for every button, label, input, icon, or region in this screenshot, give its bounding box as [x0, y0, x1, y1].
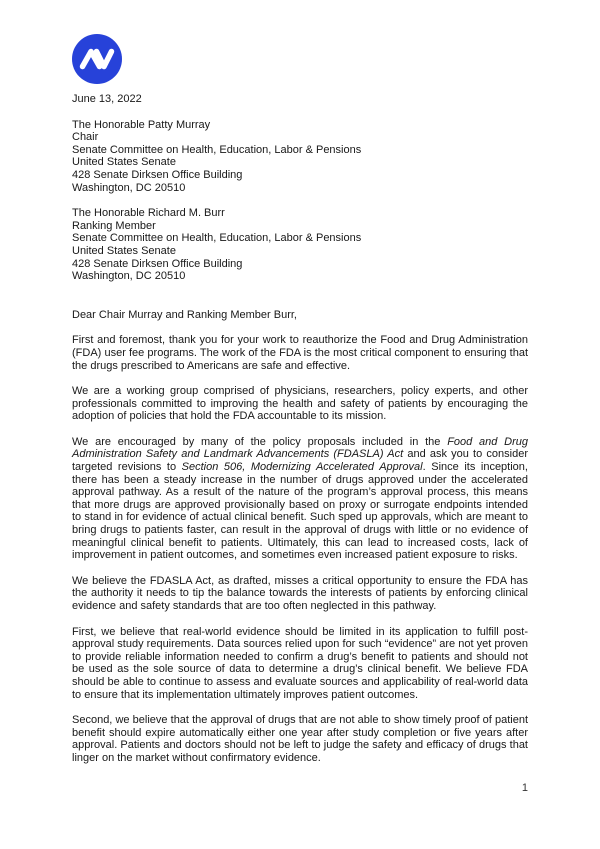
paragraph [72, 626, 528, 702]
recipient-committee: Senate Committee on Health, Education, Labor & Pensions [72, 143, 362, 156]
text-run: We believe the FDASLA Act, as drafted, misses a critical opportunity to ensure the FDA has the authority it needs to tip the balance towards the interests of patients by enforcing clinical evidence and safety standards that are too often neglected in this pathway. [72, 574, 528, 612]
recipient-org: United States Senate [72, 244, 176, 257]
recipient-block-burr [72, 207, 528, 283]
av-monogram-icon [72, 34, 122, 84]
recipient-title: Ranking Member [72, 219, 156, 232]
salutation: Dear Chair Murray and Ranking Member Burr, [72, 308, 297, 321]
italic-text-run: Food and Drug Administration Safety and Landmark Advancements (FDASLA) Act [72, 435, 528, 461]
text-run: and ask you to consider targeted revisions to [72, 448, 528, 474]
recipient-committee: Senate Committee on Health, Education, Labor & Pensions [72, 232, 362, 245]
recipient-name: The Honorable Richard M. Burr [72, 207, 225, 220]
recipient-org: United States Senate [72, 156, 176, 169]
text-run: First and foremost, thank you for your work to reauthorize the Food and Drug Administration (FDA) user fee programs. The work of the FDA is the most critical component to ensuring that the drugs prescribed to Americans are safe and effective. [72, 334, 528, 372]
page-number: 1 [521, 782, 528, 794]
text-run: We are a working group comprised of physicians, researchers, policy experts, and other professionals committed to improving the health and safety of patients by encouraging the adoption of policies that hold the FDA accountable to its mission. [72, 385, 528, 423]
letter-paragraphs [72, 334, 528, 764]
recipient-city: Washington, DC 20510 [72, 270, 186, 283]
recipient-city: Washington, DC 20510 [72, 181, 186, 194]
company-logo [72, 34, 122, 84]
recipient-block-murray [72, 119, 528, 195]
paragraph [72, 436, 528, 562]
text-run: We are encouraged by many of the policy proposals included in the [72, 435, 448, 448]
text-run: . Since its inception, there has been a steady increase in the number of drugs approved under the accelerated approval pathway. As a result of the nature of the program’s approval process, this means that more drugs are approved provisionally based on proxy or surrogate endpoints intended to stand in for evidence of actual clinical benefit. Such sped up approvals, which are meant to bring drugs to patients faster, can result in the approval of drugs with little or no evidence of meaningful clinical benefit to patients. Ultimately, this can lead to increased costs, lack of improvement in patient outcomes, and sometimes even increased patient exposure to risks. [72, 461, 528, 562]
paragraph [72, 334, 528, 372]
letter-date: June 13, 2022 [72, 93, 142, 105]
recipient-name: The Honorable Patty Murray [72, 118, 211, 131]
recipient-title: Chair [72, 131, 99, 144]
text-run: Second, we believe that the approval of drugs that are not able to show timely proof of patient benefit should expire automatically either one year after study completion or five years after approval. Patients and doctors should not be left to judge the safety and efficacy of drugs that linger on the market without confirmatory evidence. [72, 714, 528, 764]
paragraph [72, 575, 528, 613]
italic-text-run: Section 506, Modernizing Accelerated Approval [181, 461, 423, 474]
paragraph [72, 714, 528, 764]
text-run: First, we believe that real-world evidence should be limited in its application to fulfill post-approval study requirements. Data sources relied upon for such “evidence” are not yet proven to provide reliable information needed to confirm a drug’s benefit to patients and should not be used as the sole source of data to determine a drug’s clinical benefit. We believe FDA should be able to continue to assess and evaluate sources and applicability of real-world data to ensure that its implementation ultimately improves patient outcomes. [72, 625, 528, 701]
recipient-street: 428 Senate Dirksen Office Building [72, 168, 243, 181]
paragraph [72, 385, 528, 423]
recipient-street: 428 Senate Dirksen Office Building [72, 257, 243, 270]
